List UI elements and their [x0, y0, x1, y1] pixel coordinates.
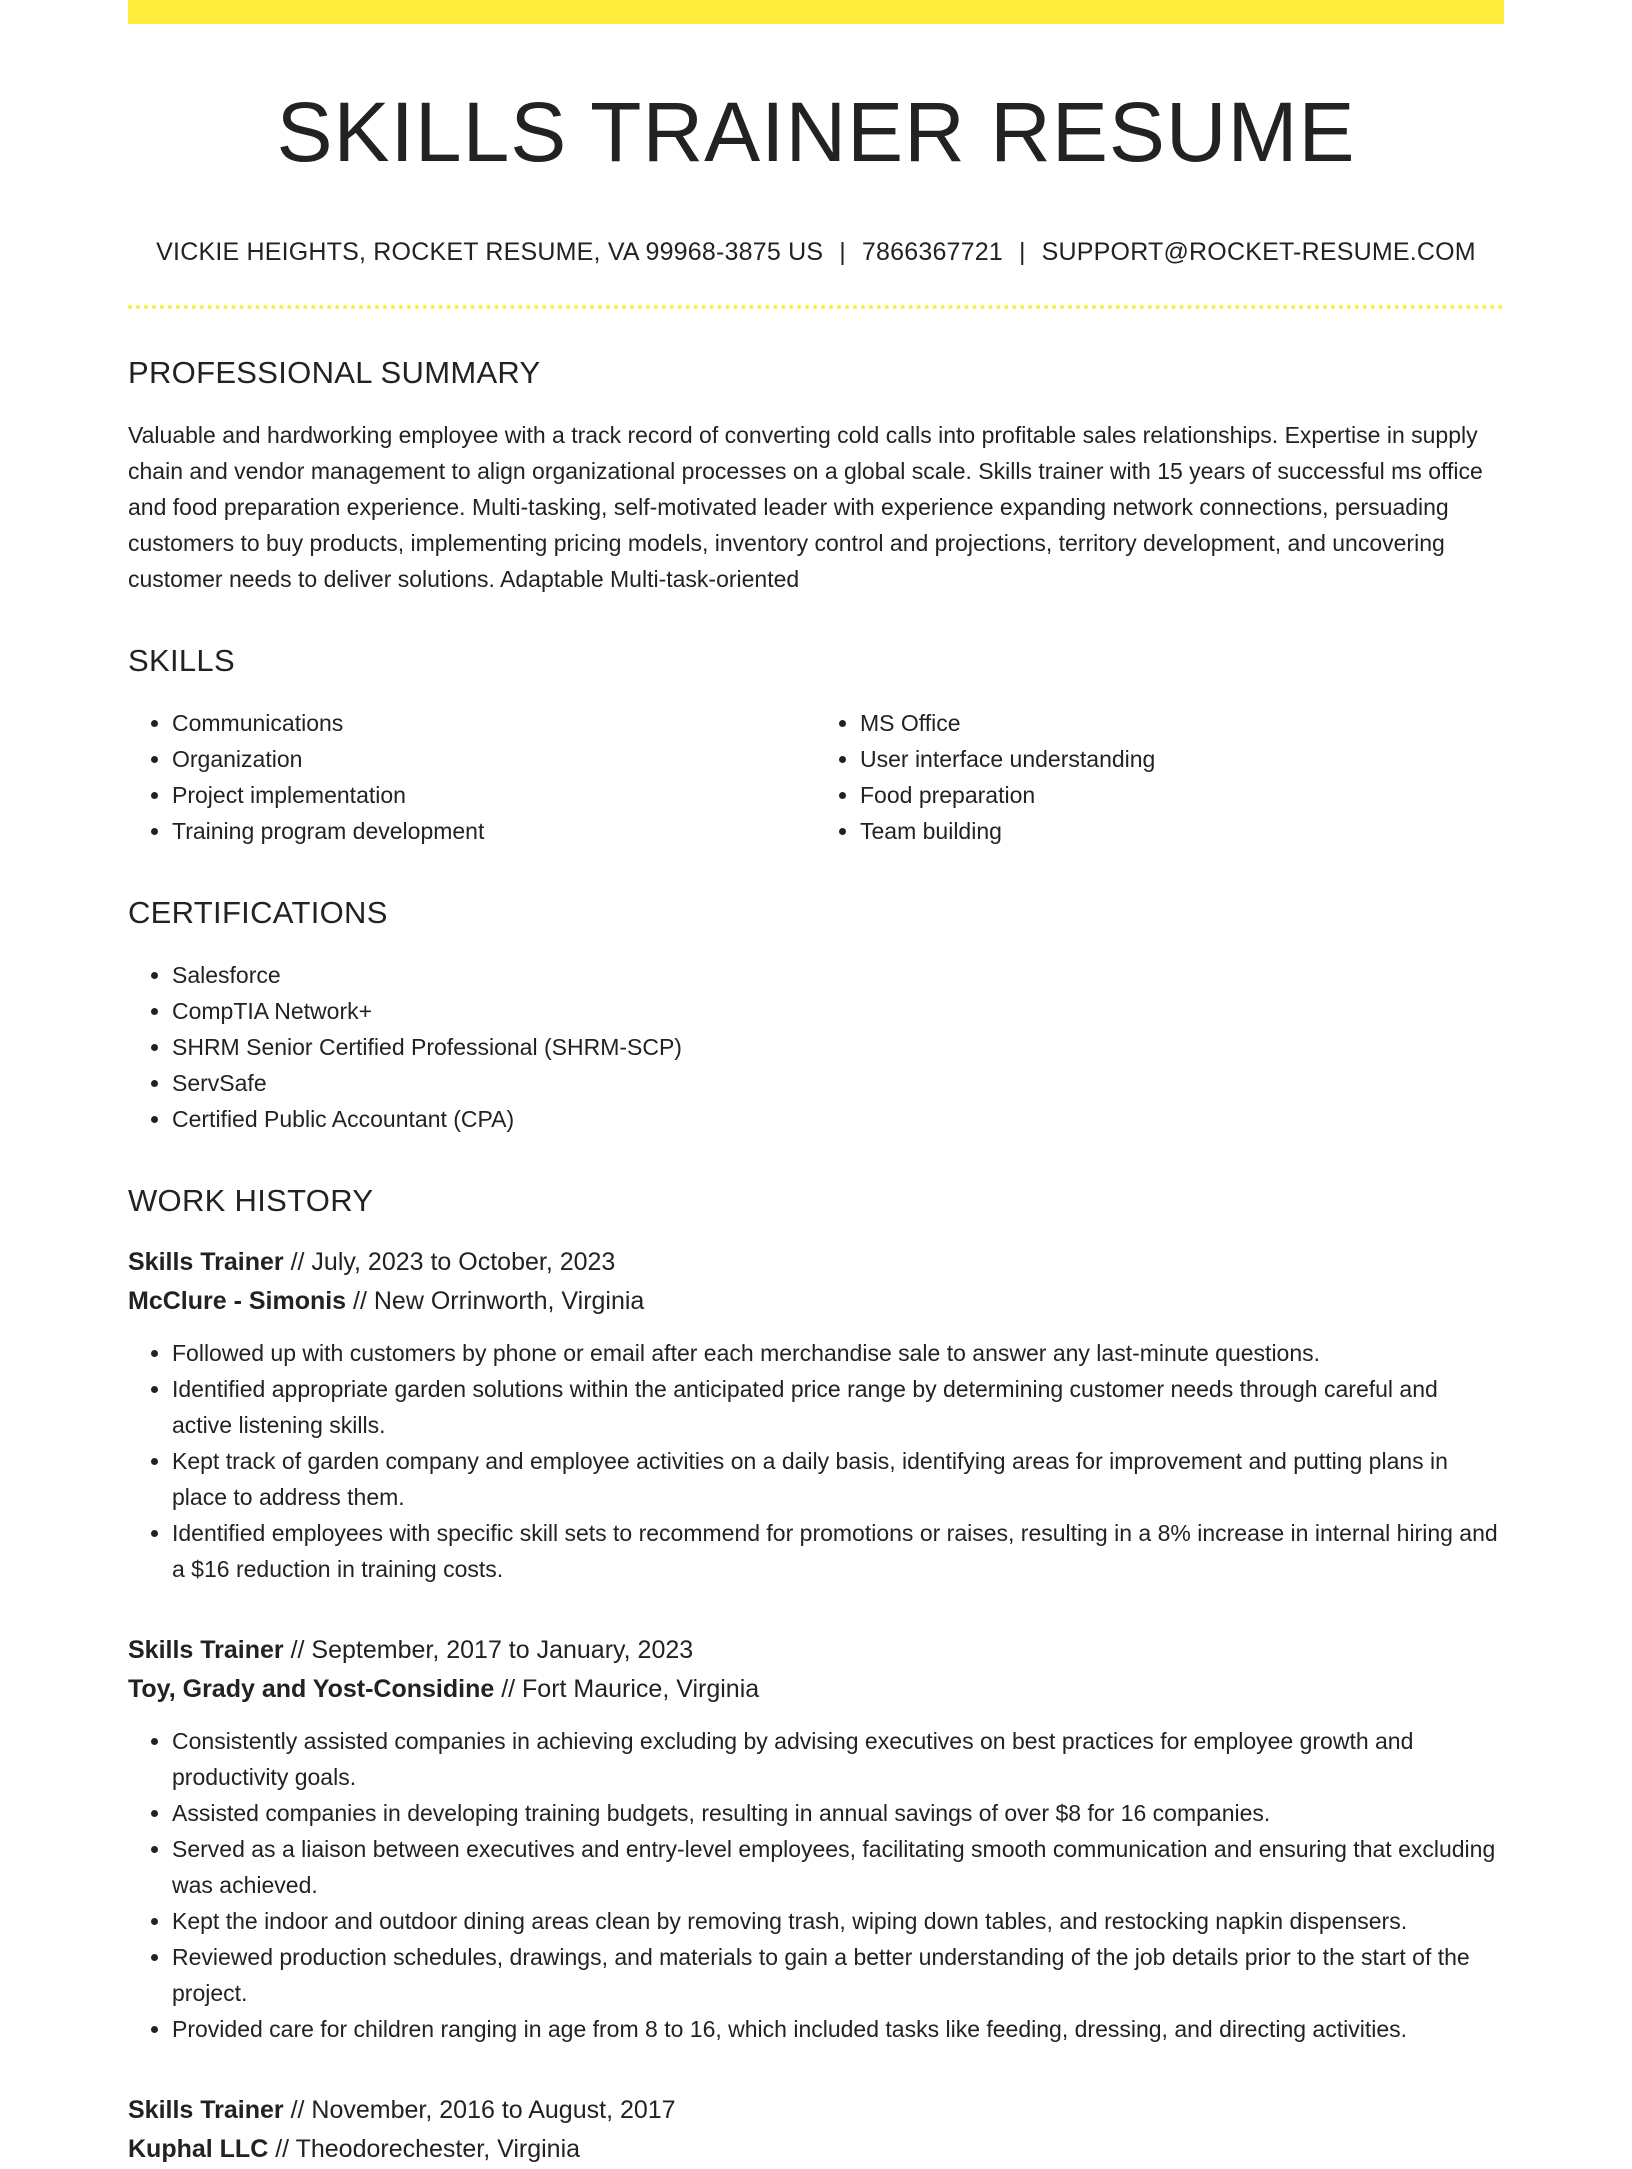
- certification-item: • ServSafe: [172, 1065, 1504, 1101]
- skill-item: • Organization: [172, 741, 816, 777]
- job-title: Skills Trainer: [128, 1248, 284, 1277]
- job-company-line: [128, 1670, 1504, 1709]
- duty-item: • Provided care for children ranging in age from 8 to 16, which included tasks like feeding, dressing, and directing activities.: [172, 2011, 1504, 2047]
- duty-item: • Identified employees with specific skill sets to recommend for promotions or raises, resulting in a 8% increase in internal hiring and a $16 reduction in training costs.: [172, 1515, 1504, 1587]
- job-title-line: [128, 1631, 1504, 1670]
- skill-item: • Project implementation: [172, 777, 816, 813]
- contact-separator: |: [839, 238, 846, 267]
- certification-item: • SHRM Senior Certified Professional (SHRM-SCP): [172, 1029, 1504, 1065]
- certification-item: • CompTIA Network+: [172, 993, 1504, 1029]
- summary-text: Valuable and hardworking employee with a track record of converting cold calls into profitable sales relationships. Expertise in supply chain and vendor management to align organizational processes on a global scale. Skills trainer with 15 years of successful ms office and food preparation experience. Multi-tasking, self-motivated leader with experience expanding network connections, persuading customers to buy products, implementing pricing models, inventory control and projections, territory development, and uncovering customer needs to deliver solutions. Adaptable Multi-task-oriented: [128, 422, 1483, 593]
- certifications-list: [128, 957, 1504, 1137]
- job-entry: [128, 1243, 1504, 1587]
- contact-address: VICKIE HEIGHTS, ROCKET RESUME, VA 99968-3875 US: [156, 238, 824, 267]
- job-entry: [128, 2091, 1504, 2169]
- summary-heading: PROFESSIONAL SUMMARY: [128, 355, 541, 391]
- duty-item: • Kept the indoor and outdoor dining areas clean by removing trash, wiping down tables, and restocking napkin dispensers.: [172, 1903, 1504, 1939]
- job-title: Skills Trainer: [128, 1636, 284, 1665]
- job-location: // Theodorechester, Virginia: [268, 2135, 581, 2164]
- work-history-heading: WORK HISTORY: [128, 1183, 374, 1219]
- contact-separator: |: [1018, 238, 1026, 267]
- duty-item: • Assisted companies in developing training budgets, resulting in annual savings of over $8 for 16 companies.: [172, 1795, 1504, 1831]
- skills-heading: SKILLS: [128, 643, 235, 679]
- job-dates: // July, 2023 to October, 2023: [283, 1248, 616, 1277]
- skills-list: [128, 705, 1504, 849]
- job-location: // New Orrinworth, Virginia: [346, 1287, 645, 1316]
- contact-email: SUPPORT@ROCKET-RESUME.COM: [1041, 238, 1476, 267]
- job-title-line: [128, 2091, 1504, 2130]
- job-company: Kuphal LLC: [128, 2135, 269, 2164]
- skills-column-left: [128, 705, 816, 849]
- duty-item: • Kept track of garden company and employee activities on a daily basis, identifying areas for improvement and putting plans in place to address them.: [172, 1443, 1504, 1515]
- resume-title: SKILLS TRAINER RESUME: [276, 85, 1356, 179]
- accent-bar: [128, 0, 1504, 24]
- contact-info: [128, 238, 1504, 267]
- contact-phone: 7866367721: [861, 238, 1003, 267]
- skill-item: • Communications: [172, 705, 816, 741]
- skill-item: • Team building: [860, 813, 1504, 849]
- duty-item: • Reviewed production schedules, drawings, and materials to gain a better understanding of the job details prior to the start of the project.: [172, 1939, 1504, 2011]
- skill-item: • MS Office: [860, 705, 1504, 741]
- skill-item: • Training program development: [172, 813, 816, 849]
- job-duties: [128, 1335, 1504, 1587]
- job-company: McClure - Simonis: [128, 1287, 347, 1316]
- job-duties: [128, 1723, 1504, 2047]
- job-title-line: [128, 1243, 1504, 1282]
- job-title: Skills Trainer: [128, 2096, 284, 2125]
- job-company-line: [128, 2130, 1504, 2169]
- skill-item: • User interface understanding: [860, 741, 1504, 777]
- job-dates: // November, 2016 to August, 2017: [283, 2096, 676, 2125]
- duty-item: • Served as a liaison between executives and entry-level employees, facilitating smooth communication and ensuring that excluding was achieved.: [172, 1831, 1504, 1903]
- job-company-line: [128, 1282, 1504, 1321]
- certifications-heading: CERTIFICATIONS: [128, 895, 388, 931]
- skills-column-right: [816, 705, 1504, 849]
- duty-item: • Consistently assisted companies in achieving excluding by advising executives on best practices for employee growth and productivity goals.: [172, 1723, 1504, 1795]
- job-company: Toy, Grady and Yost-Considine: [128, 1675, 495, 1704]
- certification-item: • Salesforce: [172, 957, 1504, 993]
- certification-item: • Certified Public Accountant (CPA): [172, 1101, 1504, 1137]
- dotted-divider: [128, 305, 1504, 309]
- job-location: // Fort Maurice, Virginia: [494, 1675, 760, 1704]
- job-dates: // September, 2017 to January, 2023: [283, 1636, 694, 1665]
- resume-page: [128, 0, 1504, 2169]
- duty-item: • Followed up with customers by phone or email after each merchandise sale to answer any last-minute questions.: [172, 1335, 1504, 1371]
- duty-item: • Identified appropriate garden solutions within the anticipated price range by determining customer needs through careful and active listening skills.: [172, 1371, 1504, 1443]
- job-entry: [128, 1631, 1504, 2047]
- skill-item: • Food preparation: [860, 777, 1504, 813]
